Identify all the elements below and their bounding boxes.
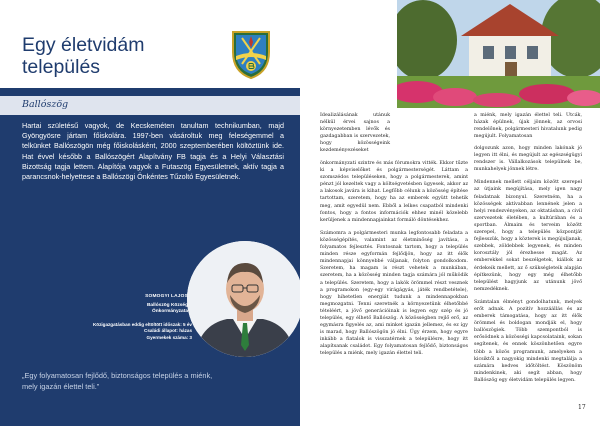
page-title	[22, 34, 222, 78]
title-line-2: település	[22, 56, 101, 78]
fact-admin-years: Közigazgatásban eddig eltöltött időszak: 5 év	[92, 322, 192, 327]
article-column-1-top: Idealizálásának utánuk nélkül érvei sajnos a környezetemben lévők és gazdagabban is szervezetek, hogy közösségeink kezdeményezéseket	[320, 113, 390, 154]
section-bar	[0, 96, 300, 115]
person-portrait-icon	[187, 241, 300, 357]
pull-quote: „Egy folyamatosan fejlődő, biztonságos település a miénk, mely igazán élettel teli.”	[22, 371, 213, 391]
article-column-2-top: a miénk, mely igazán élettel teli. Utcák, házak épülnek, újak jönnek, az orvosi rendelőnek, polgármesteri hivatalunk pedig megújult. Folyamatosan	[474, 113, 582, 140]
person-role	[96, 303, 188, 315]
page-number: 17	[578, 404, 586, 411]
fact-marital-status: Családi állapot: házas	[144, 328, 192, 334]
person-name: SOMOGYI LAJOS	[145, 294, 188, 299]
person-role-line-1: Ballószög Község	[146, 303, 188, 308]
right-page	[300, 0, 600, 426]
title-line-1: Egy életvidám	[22, 34, 145, 56]
portrait-photo	[187, 241, 300, 357]
article-paragraph: önkormányzati szintre és más fórumokra vitték. Ekkor tűzte ki a képviselőket és polgármesterségét. Láttam a szomszédos településeken, hogy a polgármesterek, amint pénzt jól kezeltek vagy a költségvetésben ügyesek, akkor az a lakosok javára is kihat. Legfőbb célunk a közösség építése tartottam, szeretem, hogy ha az emberek együtt tehetik meg, amit egyedül nem. Ebből a lelkes csapatból mindenki fontos, hogy a fontos információk ehhez minél közelebb kerüljenek a mindennapjainkat formáló döntésekhez.	[320, 161, 468, 223]
article-column-2	[474, 145, 582, 411]
person-role-line-2: Önkormányzata	[152, 309, 188, 314]
article-column-1	[320, 160, 468, 422]
title-band	[0, 0, 300, 88]
article-paragraph: Számtalan élményt gondolhatunk, melyek erőt adnak. A pozitív hozzáállás és az emberek támogatása, hogy az itt élők örömmel és boldogan mondják el, hogy ballószögiek. Több szempontból is erősödnek a közösségi kapcsolataink, sokan segítenek, és ennek köszönhetően egyre több a közös programunk, amelyeken a kicsiktől a nagyokig mindenki megtalálja a számára kedves időtöltést. Köszönöm mindenkinek, aki segít abban, hogy Ballószög egy életvidám település legyen.	[474, 299, 582, 383]
person-facts	[28, 322, 192, 341]
coat-of-arms-icon	[230, 28, 272, 80]
article-paragraph: Számomra a polgármesteri munka legfontosabb feladata a közösségépítés, valamint az életminőség javítása, a folyamatos fejlesztés. Fontosnak tartom, hogy a település minden része egyformán fejlődjön, hogy az itt élők mindennapjai könnyebbé váljanak, folyton gondolkodom. Szeretem, ha magam is részt vehetek a munkában, szeretem, ha a közösség minden tagja számára jól működik a település. Szeretem, hogy a lakók örömmel részt vesznek a programokon (egy-egy virágágyás, játék rendbetétele), hogy hihetetlen energiát tudunk a mindennapokban megmozgatni. Tenni szeretnék a környezetünk élhetőbbé tételéért, a jövő generációinak is legyen egy szép és jó település, egy élhető Ballószög. A közösségben rejlő erő, az egymásra figyelés az, ami minket igazán jellemez, és ez így is marad, hogy Ballószögön jó élni. Úgy érzem, hogy egyre inkább a fiatalok is visszatérnek a településre, hogy itt alapítsanak családot. Egy folyamatosan fejlődő, biztonságos település a miénk, mely igazán élettel teli.	[320, 230, 468, 357]
house-garden-photo-icon	[397, 0, 600, 108]
intro-paragraph: Hartai születésű vagyok, de Kecskeméten tanultam technikumban, majd Gyöngyösre jártam főiskolára. 1997-ben vásároltuk meg feleségemmel a telkünket Ballószögön még főiskolásként, 2000 szeptemberében költöztünk ide. Hat évvel később a Ballószögért Alapítvány FB tagja és a Helyi Választási Bizottság tagja lettem. Alapítója vagyok a Futaszög Egyesületnek, aktív tagja a parancsnok-helyettese a Ballószögi Önkéntes Tűzoltó Egyesületnek.	[22, 121, 284, 182]
article-paragraph: Mindennek mellett céljaim között szerepel az útjaink megújítása, mely igen nagy feladatnak bizonyul. Szeretném, ha a közösségek aktívabban lennének jelen a helyi rendezvényeken, az oktatásban, a civil szervezetek életében, a kultúrában és a sportban. Álmaim és terveim között szerepel, hogy a település központját fejlesszük, hogy a közterek is megújuljanak, szebbek, zöldebbek legyenek, és minden korosztály jól érezhesse magát. Az emberekkel sokat beszélgetek, kiállok az érdekeik mellett, az ő szükségleteik alapján építkezünk, hogy egy még élhetőbb települést hagyjunk az utánunk jövő nemzedéknek.	[474, 180, 582, 292]
section-label: Ballószög	[22, 99, 69, 110]
header-photo	[397, 0, 600, 108]
article-paragraph: dolgozunk azon, hogy minden lakónak jó legyen itt élni, és megújult az egészségügyi rendszer is. Vállalkozások települnek be, munkahelyek jönnek létre.	[474, 146, 582, 173]
fact-children: Gyermekek száma: 3	[146, 334, 192, 340]
